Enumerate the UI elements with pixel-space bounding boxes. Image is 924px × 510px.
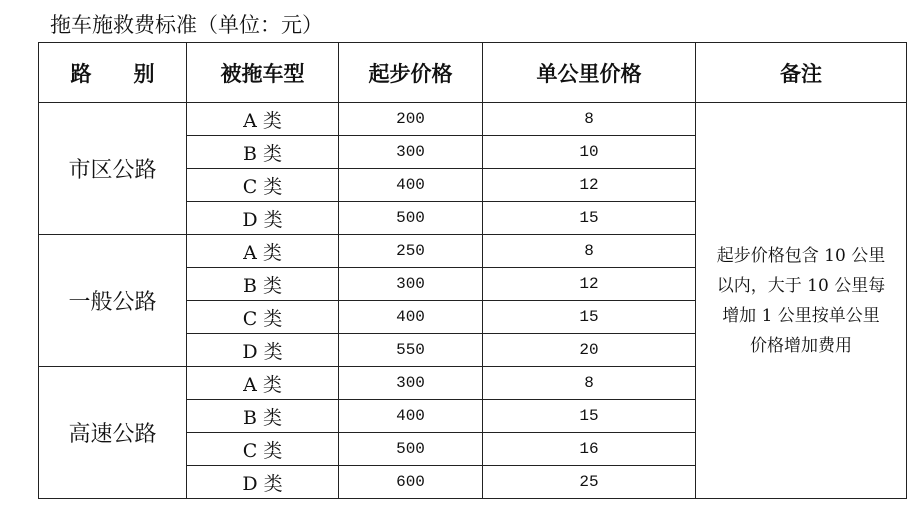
header-road: 路 别 bbox=[39, 43, 187, 103]
document-title: 拖车施救费标准（单位：元） bbox=[50, 13, 323, 37]
towing-fee-table bbox=[38, 42, 907, 499]
per-km-price-cell: 25 bbox=[483, 466, 696, 499]
vehicle-type-cell: D 类 bbox=[187, 202, 339, 235]
vehicle-type-cell: D 类 bbox=[187, 466, 339, 499]
vehicle-type-cell: B 类 bbox=[187, 136, 339, 169]
start-price-cell: 600 bbox=[339, 466, 483, 499]
vehicle-type-cell: B 类 bbox=[187, 400, 339, 433]
per-km-price-cell: 20 bbox=[483, 334, 696, 367]
table-header-row bbox=[39, 43, 907, 103]
start-price-cell: 400 bbox=[339, 400, 483, 433]
remark-line: 价格增加费用 bbox=[750, 335, 852, 356]
per-km-price-cell: 8 bbox=[483, 103, 696, 136]
per-km-price-cell: 15 bbox=[483, 400, 696, 433]
vehicle-type-cell: A 类 bbox=[187, 235, 339, 268]
vehicle-type-cell: A 类 bbox=[187, 103, 339, 136]
per-km-price-cell: 15 bbox=[483, 202, 696, 235]
vehicle-type-cell: C 类 bbox=[187, 433, 339, 466]
start-price-cell: 250 bbox=[339, 235, 483, 268]
remark-line: 增加 1 公里按单公里 bbox=[722, 305, 880, 326]
vehicle-type-cell: A 类 bbox=[187, 367, 339, 400]
remark-cell bbox=[696, 103, 907, 499]
road-category: 高速公路 bbox=[39, 367, 187, 499]
vehicle-type-cell: C 类 bbox=[187, 301, 339, 334]
per-km-price-cell: 12 bbox=[483, 268, 696, 301]
table-row bbox=[39, 103, 907, 136]
start-price-cell: 400 bbox=[339, 169, 483, 202]
start-price-cell: 300 bbox=[339, 136, 483, 169]
start-price-cell: 500 bbox=[339, 433, 483, 466]
road-category: 一般公路 bbox=[39, 235, 187, 367]
vehicle-type-cell: B 类 bbox=[187, 268, 339, 301]
road-category: 市区公路 bbox=[39, 103, 187, 235]
vehicle-type-cell: D 类 bbox=[187, 334, 339, 367]
per-km-price-cell: 8 bbox=[483, 367, 696, 400]
remark-line: 以内，大于 10 公里每 bbox=[716, 275, 886, 296]
per-km-price-cell: 16 bbox=[483, 433, 696, 466]
start-price-cell: 300 bbox=[339, 268, 483, 301]
header-start-price: 起步价格 bbox=[339, 43, 483, 103]
per-km-price-cell: 15 bbox=[483, 301, 696, 334]
per-km-price-cell: 12 bbox=[483, 169, 696, 202]
header-per-km-price: 单公里价格 bbox=[483, 43, 696, 103]
vehicle-type-cell: C 类 bbox=[187, 169, 339, 202]
header-remark: 备注 bbox=[696, 43, 907, 103]
start-price-cell: 400 bbox=[339, 301, 483, 334]
start-price-cell: 200 bbox=[339, 103, 483, 136]
start-price-cell: 500 bbox=[339, 202, 483, 235]
start-price-cell: 300 bbox=[339, 367, 483, 400]
header-vehicle-type: 被拖车型 bbox=[187, 43, 339, 103]
start-price-cell: 550 bbox=[339, 334, 483, 367]
remark-line: 起步价格包含 10 公里 bbox=[716, 245, 886, 266]
per-km-price-cell: 10 bbox=[483, 136, 696, 169]
per-km-price-cell: 8 bbox=[483, 235, 696, 268]
